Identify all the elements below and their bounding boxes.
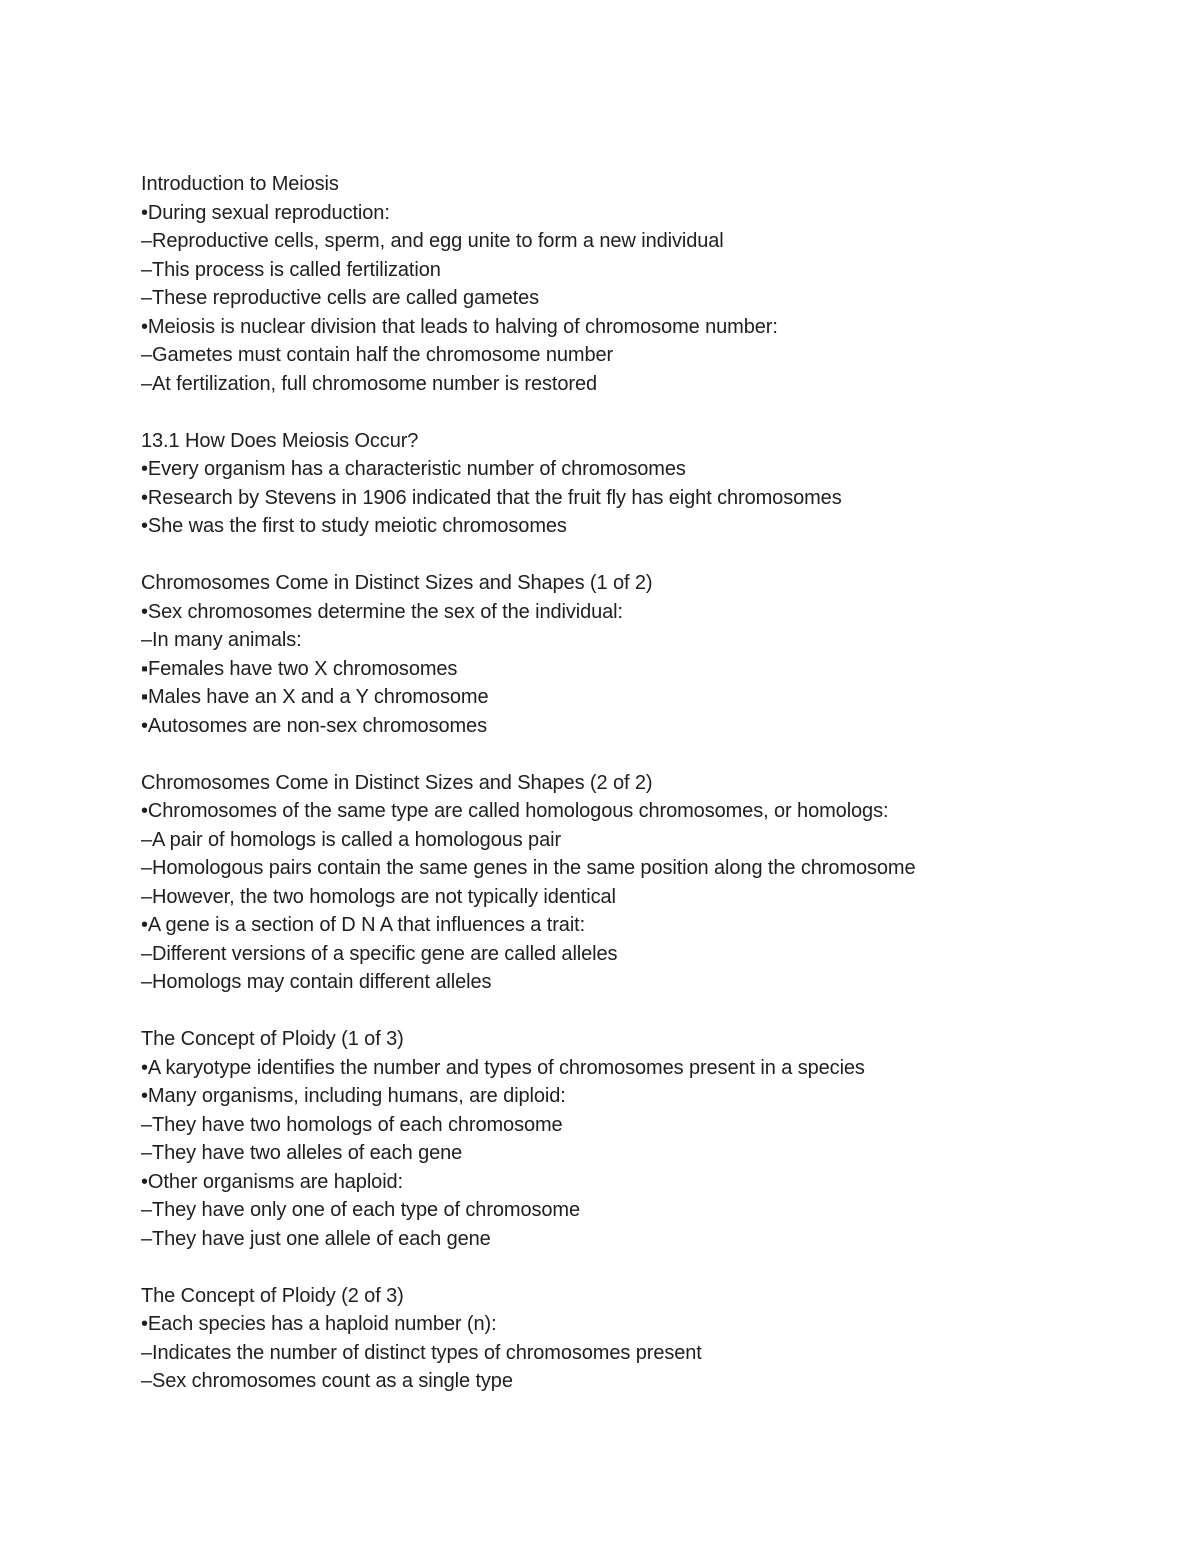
text-line: –Homologs may contain different alleles <box>141 971 492 993</box>
text-line: •Research by Stevens in 1906 indicated that the fruit fly has eight chromosomes <box>141 486 842 509</box>
text-line: –Different versions of a specific gene are called alleles <box>141 942 618 965</box>
text-line: •A karyotype identifies the number and types of chromosomes present in a species <box>141 1056 865 1079</box>
text-line: •Other organisms are haploid: <box>141 1170 404 1193</box>
text-line: •A gene is a section of D N A that influences a trait: <box>141 914 586 936</box>
text-line: –A pair of homologs is called a homologous pair <box>141 828 561 851</box>
text-line: –They have two alleles of each gene <box>141 1142 463 1164</box>
text-line: ▪Males have an X and a Y chromosome <box>141 686 489 708</box>
text-line: –They have just one allele of each gene <box>141 1227 491 1250</box>
section-concept-of-ploidy-1 <box>141 1025 1141 1253</box>
text-line: –Reproductive cells, sperm, and egg unite to form a new individual <box>141 230 724 252</box>
section-how-does-meiosis-occur <box>141 427 1141 541</box>
section-title: Chromosomes Come in Distinct Sizes and Shapes (1 of 2) <box>141 572 653 594</box>
text-line: –This process is called fertilization <box>141 258 441 281</box>
section-chromosomes-sizes-shapes-2 <box>141 769 1141 997</box>
text-line: –At fertilization, full chromosome number is restored <box>141 372 597 395</box>
text-line: •Autosomes are non-sex chromosomes <box>141 714 487 737</box>
text-line: ▪Females have two X chromosomes <box>141 657 458 680</box>
section-title: The Concept of Ploidy (1 of 3) <box>141 1028 404 1050</box>
section-title: The Concept of Ploidy (2 of 3) <box>141 1284 404 1307</box>
document-page <box>141 170 1141 1396</box>
text-line: –Gametes must contain half the chromosome number <box>141 344 614 366</box>
text-line: •Sex chromosomes determine the sex of the individual: <box>141 600 623 623</box>
text-line: •Many organisms, including humans, are diploid: <box>141 1085 566 1107</box>
section-title: Introduction to Meiosis <box>141 173 339 195</box>
text-line: •Each species has a haploid number (n): <box>141 1313 497 1335</box>
text-line: •She was the first to study meiotic chromosomes <box>141 515 567 537</box>
text-line: •Chromosomes of the same type are called homologous chromosomes, or homologs: <box>141 800 889 822</box>
text-line: –Sex chromosomes count as a single type <box>141 1370 513 1392</box>
text-line: •During sexual reproduction: <box>141 201 390 224</box>
section-title: Chromosomes Come in Distinct Sizes and Shapes (2 of 2) <box>141 771 653 794</box>
section-concept-of-ploidy-2 <box>141 1282 1141 1396</box>
text-line: –These reproductive cells are called gametes <box>141 287 540 309</box>
text-line: –Indicates the number of distinct types of chromosomes present <box>141 1341 702 1364</box>
text-line: –They have only one of each type of chromosome <box>141 1199 580 1221</box>
section-title: 13.1 How Does Meiosis Occur? <box>141 429 419 452</box>
section-chromosomes-sizes-shapes-1 <box>141 569 1141 740</box>
section-introduction-to-meiosis <box>141 170 1141 398</box>
text-line: –They have two homologs of each chromosome <box>141 1113 563 1136</box>
text-line: •Every organism has a characteristic number of chromosomes <box>141 458 686 480</box>
text-line: •Meiosis is nuclear division that leads to halving of chromosome number: <box>141 315 778 338</box>
text-line: –Homologous pairs contain the same genes in the same position along the chromosome <box>141 857 916 879</box>
text-line: –However, the two homologs are not typically identical <box>141 885 616 908</box>
text-line: –In many animals: <box>141 629 302 651</box>
